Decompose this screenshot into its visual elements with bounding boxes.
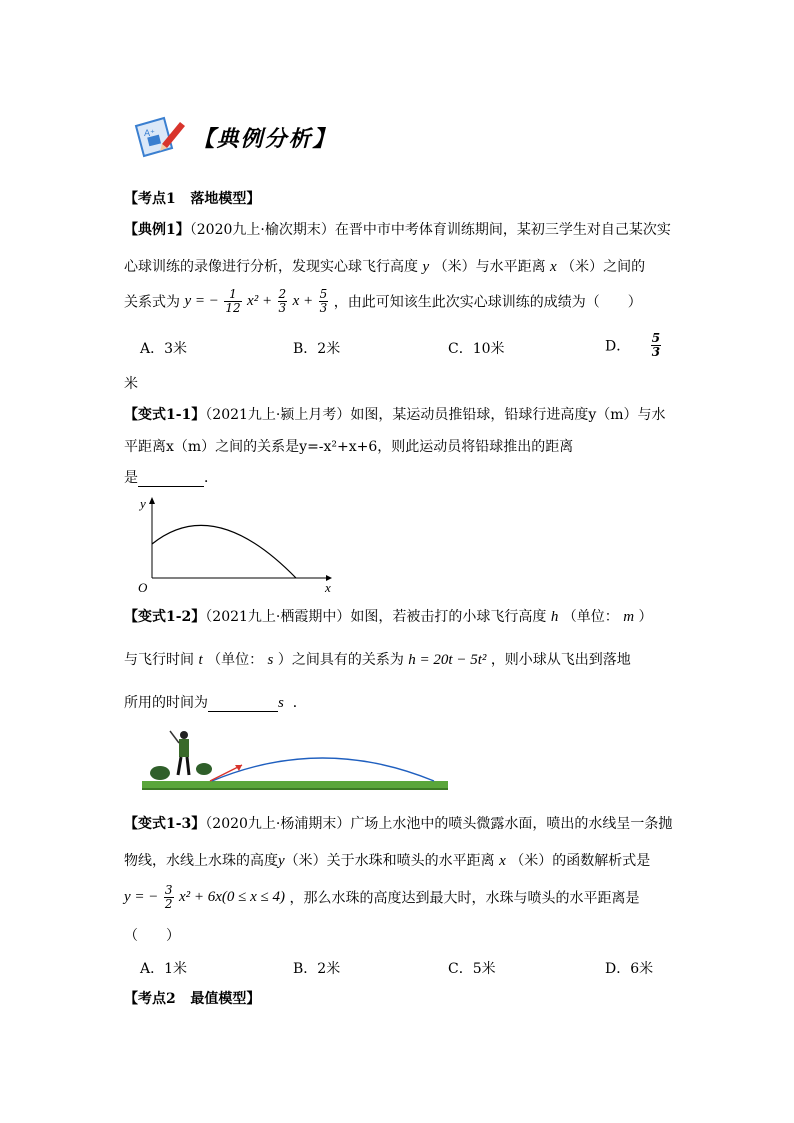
var13-line3: y = − $\frac{3}{2}$ x² + 6x(0 ≤ x ≤ 4) ，那么水珠的高度达到最大时，水珠与喷头的水平距离是 <box>124 883 640 911</box>
var11-line2: 平距离x（m）之间的关系是y=-x²+x+6，则此运动员将铅球推出的距离 <box>124 439 574 455</box>
example1-line2: 心球训练的录像进行分析，发现实心球飞行高度 y （米）与水平距离 x （米）之间的 <box>124 259 646 275</box>
golfer-icon <box>170 731 189 775</box>
parabola-curve <box>152 525 296 578</box>
origin-label: O <box>138 580 148 594</box>
golf-illustration <box>142 725 452 797</box>
var13-line4: （ ） <box>124 928 180 944</box>
ball-trajectory <box>212 758 434 781</box>
axis-label-x: x <box>325 580 331 594</box>
example1-option-b: B．2米 <box>293 341 341 357</box>
example1-line1: 【典例1】（2020九上·榆次期末）在晋中市中考体育训练期间，某初三学生对自己某次实 <box>124 222 671 238</box>
var13-line1: 【变式1-3】（2020九上·杨浦期末）广场上水池中的喷头微露水面，喷出的水线呈一条抛 <box>124 816 673 832</box>
parabola-graph <box>124 494 344 594</box>
var13-option-c: C．5米 <box>448 961 496 977</box>
topic-heading-2: 【考点2 最值模型】 <box>124 991 261 1007</box>
answer-blank[interactable] <box>208 695 278 712</box>
section-title: 【典例分析】 <box>192 125 337 152</box>
topic-heading-1: 【考点1 落地模型】 <box>124 191 261 207</box>
example1-option-a: A．3米 <box>140 341 188 357</box>
var12-line3: 所用的时间为 s ． <box>124 695 307 711</box>
var13-option-b: B．2米 <box>293 961 341 977</box>
section-header <box>132 114 336 160</box>
axis-label-y: y <box>140 496 146 511</box>
var13-line2: 物线，水线上水珠的高度y（米）关于水珠和喷头的水平距离 x （米）的函数解析式是 <box>124 853 651 869</box>
example1-option-c: C．10米 <box>448 341 505 357</box>
var12-line1: 【变式1-2】（2021九上·栖霞期中）如图，若被击打的小球飞行高度 h （单位： m ） <box>124 609 653 625</box>
var11-line1: 【变式1-1】（2021九上·颍上月考）如图，某运动员推铅球，铅球行进高度y（m）与水 <box>124 407 666 423</box>
pencil-paper-icon <box>132 114 186 160</box>
var11-line3: 是 ． <box>124 470 218 486</box>
example1-option-d: D． $\frac{5}{3}$ <box>605 331 661 359</box>
answer-blank[interactable] <box>138 470 204 487</box>
var13-option-d: D．6米 <box>605 961 654 977</box>
var12-line2: 与飞行时间 t （单位： s ）之间具有的关系为 h = 20t − 5t² ，则小球从飞出到落地 <box>124 652 631 668</box>
example1-line3: 关系式为 y = − $\frac{1}{12}$ x² + $\frac{2}{3}$ x + $\frac{5}{3}$ ，由此可知该生此次实心球训练的成绩为（ ） <box>124 287 642 315</box>
svg-text:A⁺: A⁺ <box>144 129 155 139</box>
y-axis-arrow <box>149 497 155 504</box>
var13-option-a: A．1米 <box>140 961 188 977</box>
example1-option-d-unit: 米 <box>124 376 138 392</box>
